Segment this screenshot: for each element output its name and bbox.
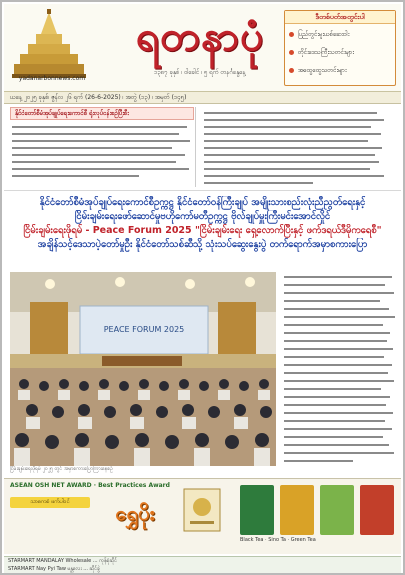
tea-pack-icon [280, 485, 314, 535]
headline-line-2[interactable]: ငြိမ်းချမ်းရေးဖော်ဆောင်မှုဗဟိုကော်မတီဥက္ကဋ္ဌ ဗိုလ်ချုပ်မှူးကြီးမင်းအောင်လှိုင် [74, 211, 331, 222]
footer-line-2: STARMART Nay Pyi Taw မန္တလေး ... ဆိုင်ခွဲ [8, 566, 100, 572]
text-line [204, 124, 386, 130]
text-line [12, 173, 194, 179]
text-line [284, 458, 396, 464]
text-line [12, 145, 194, 151]
text-line [12, 152, 194, 158]
text-line [204, 180, 386, 186]
photo-caption: ငြိမ်းချမ်းရေးဖိုရမ် ၂၀၂၅ တွင် အမှာစကားပြောကြားနေစဉ် [10, 466, 113, 472]
text-line [284, 298, 396, 304]
tea-pack-icon [360, 485, 394, 535]
text-line [284, 442, 396, 448]
text-line [204, 152, 386, 158]
text-line [284, 306, 396, 312]
text-line [12, 138, 194, 144]
advertisement[interactable] [4, 478, 401, 554]
text-line [12, 131, 194, 137]
right-column-article[interactable] [284, 272, 396, 472]
award-line: ASEAN OSH NET AWARD · Best Practices Award [10, 482, 170, 489]
top-article[interactable] [10, 107, 196, 187]
text-line [204, 145, 386, 151]
contents-item[interactable]: အထွေထွေသတင်းများ [289, 64, 393, 78]
text-line [204, 159, 386, 165]
text-line [204, 131, 386, 137]
text-line [284, 354, 396, 360]
text-line [204, 110, 386, 116]
text-line [12, 166, 194, 172]
paper-name: ရတနာပုံ [135, 12, 265, 60]
text-line [12, 159, 194, 165]
contents-box [284, 10, 396, 86]
headline-line-1[interactable]: နိုင်ငံတော်စီမံအုပ်ချုပ်ရေးကောင်စီဥက္ကဋ္ဌ နိုင်ငံတော်ဝန်ကြီးချုပ် အမျိုးသားစည်းလုံးညီညွတ်ရေးနှင့် [39, 197, 366, 208]
date-strip: ယနေ့ ၂၀၂၅ ခုနှစ်၊ ဇွန်လ ၂၆ ရက် (26-6-2025) ၊ အတွဲ (၁၃) ၊ အမှတ် (၁၄၅) [4, 92, 401, 104]
text-line [284, 338, 396, 344]
headline-line-3[interactable]: ငြိမ်းချမ်းရေးဖိုရမ် - Peace Forum 2025 "ငြိမ်းချမ်းရေး ရှေ့လောက်ပြီးနှင့် ဖက်ဒရယ်ဒီမိုကရေစီ" [23, 225, 382, 236]
text-line [284, 330, 396, 336]
text-line [204, 166, 386, 172]
top-right-article[interactable] [202, 108, 395, 188]
text-line [284, 426, 396, 432]
award-certificate-icon [182, 487, 222, 533]
text-line [284, 410, 396, 416]
text-line [284, 346, 396, 352]
text-line [284, 418, 396, 424]
brand-name: ရွှေပိုး [115, 501, 155, 525]
contents-item[interactable]: ပြည်တွင်းမူးယစ်ဆေးဝါး [289, 28, 393, 42]
text-line [284, 282, 396, 288]
text-line [284, 322, 396, 328]
text-line [284, 402, 396, 408]
text-line [204, 138, 386, 144]
text-line [284, 274, 396, 280]
tea-pack-icon [240, 485, 274, 535]
pack-labels: Black Tea · Sino Ta · Green Tea [240, 537, 316, 543]
text-line [284, 290, 396, 296]
text-line [284, 378, 396, 384]
top-article-heading: နိုင်ငံတော်စီမံအုပ်ချုပ်ရေးကောင်စီ ရုံးလုပ်ငန်းစဉ်ပြီးစီး [10, 107, 194, 120]
text-line [204, 173, 386, 179]
contents-heading: ဒီတစ်ပတ်အတွင်းပါ [285, 11, 395, 24]
forum-photo[interactable] [10, 272, 276, 466]
pagoda-logo [10, 8, 88, 80]
footer-line-1: STARMART MANDALAY Wholesale ... ကုန်စုံဆိုင် [8, 558, 118, 564]
text-line [284, 434, 396, 440]
text-line [284, 394, 396, 400]
forum-photo-illustration [10, 272, 276, 466]
volume-line: ၁၃၈၇ ခုနှစ် ၊ ဝါခေါင် ၊ ၅ ရက် တနင်္ဂနွေနေ့ [154, 69, 246, 76]
ad-badge: သာဓကစံ ဖက်ပါဝင် [10, 497, 90, 508]
footer [4, 556, 401, 573]
contents-item[interactable]: တိုင်းဒေသကြီးသတင်းများ [289, 46, 393, 60]
text-line [284, 450, 396, 456]
bullet-icon [289, 50, 294, 55]
headline-line-4[interactable]: အချိန်သင့်ဒေသာပဲ့တော်မှုဦး နိုင်ငံတော်သစ်ဆီသို့ သုံးသပ်ဆွေးနွေးပွဲ တက်ရောက်အမှာစကားပြော [37, 239, 368, 250]
text-line [204, 117, 386, 123]
text-line [284, 314, 396, 320]
tea-pack-icon [320, 485, 354, 535]
bullet-icon [289, 68, 294, 73]
stage-banner-text: PEACE FORUM 2025 [103, 325, 185, 334]
text-line [12, 124, 194, 130]
bullet-icon [289, 32, 294, 37]
text-line [284, 370, 396, 376]
text-line [284, 362, 396, 368]
website-text[interactable]: yadanarbonnews.com [18, 75, 86, 82]
text-line [284, 386, 396, 392]
